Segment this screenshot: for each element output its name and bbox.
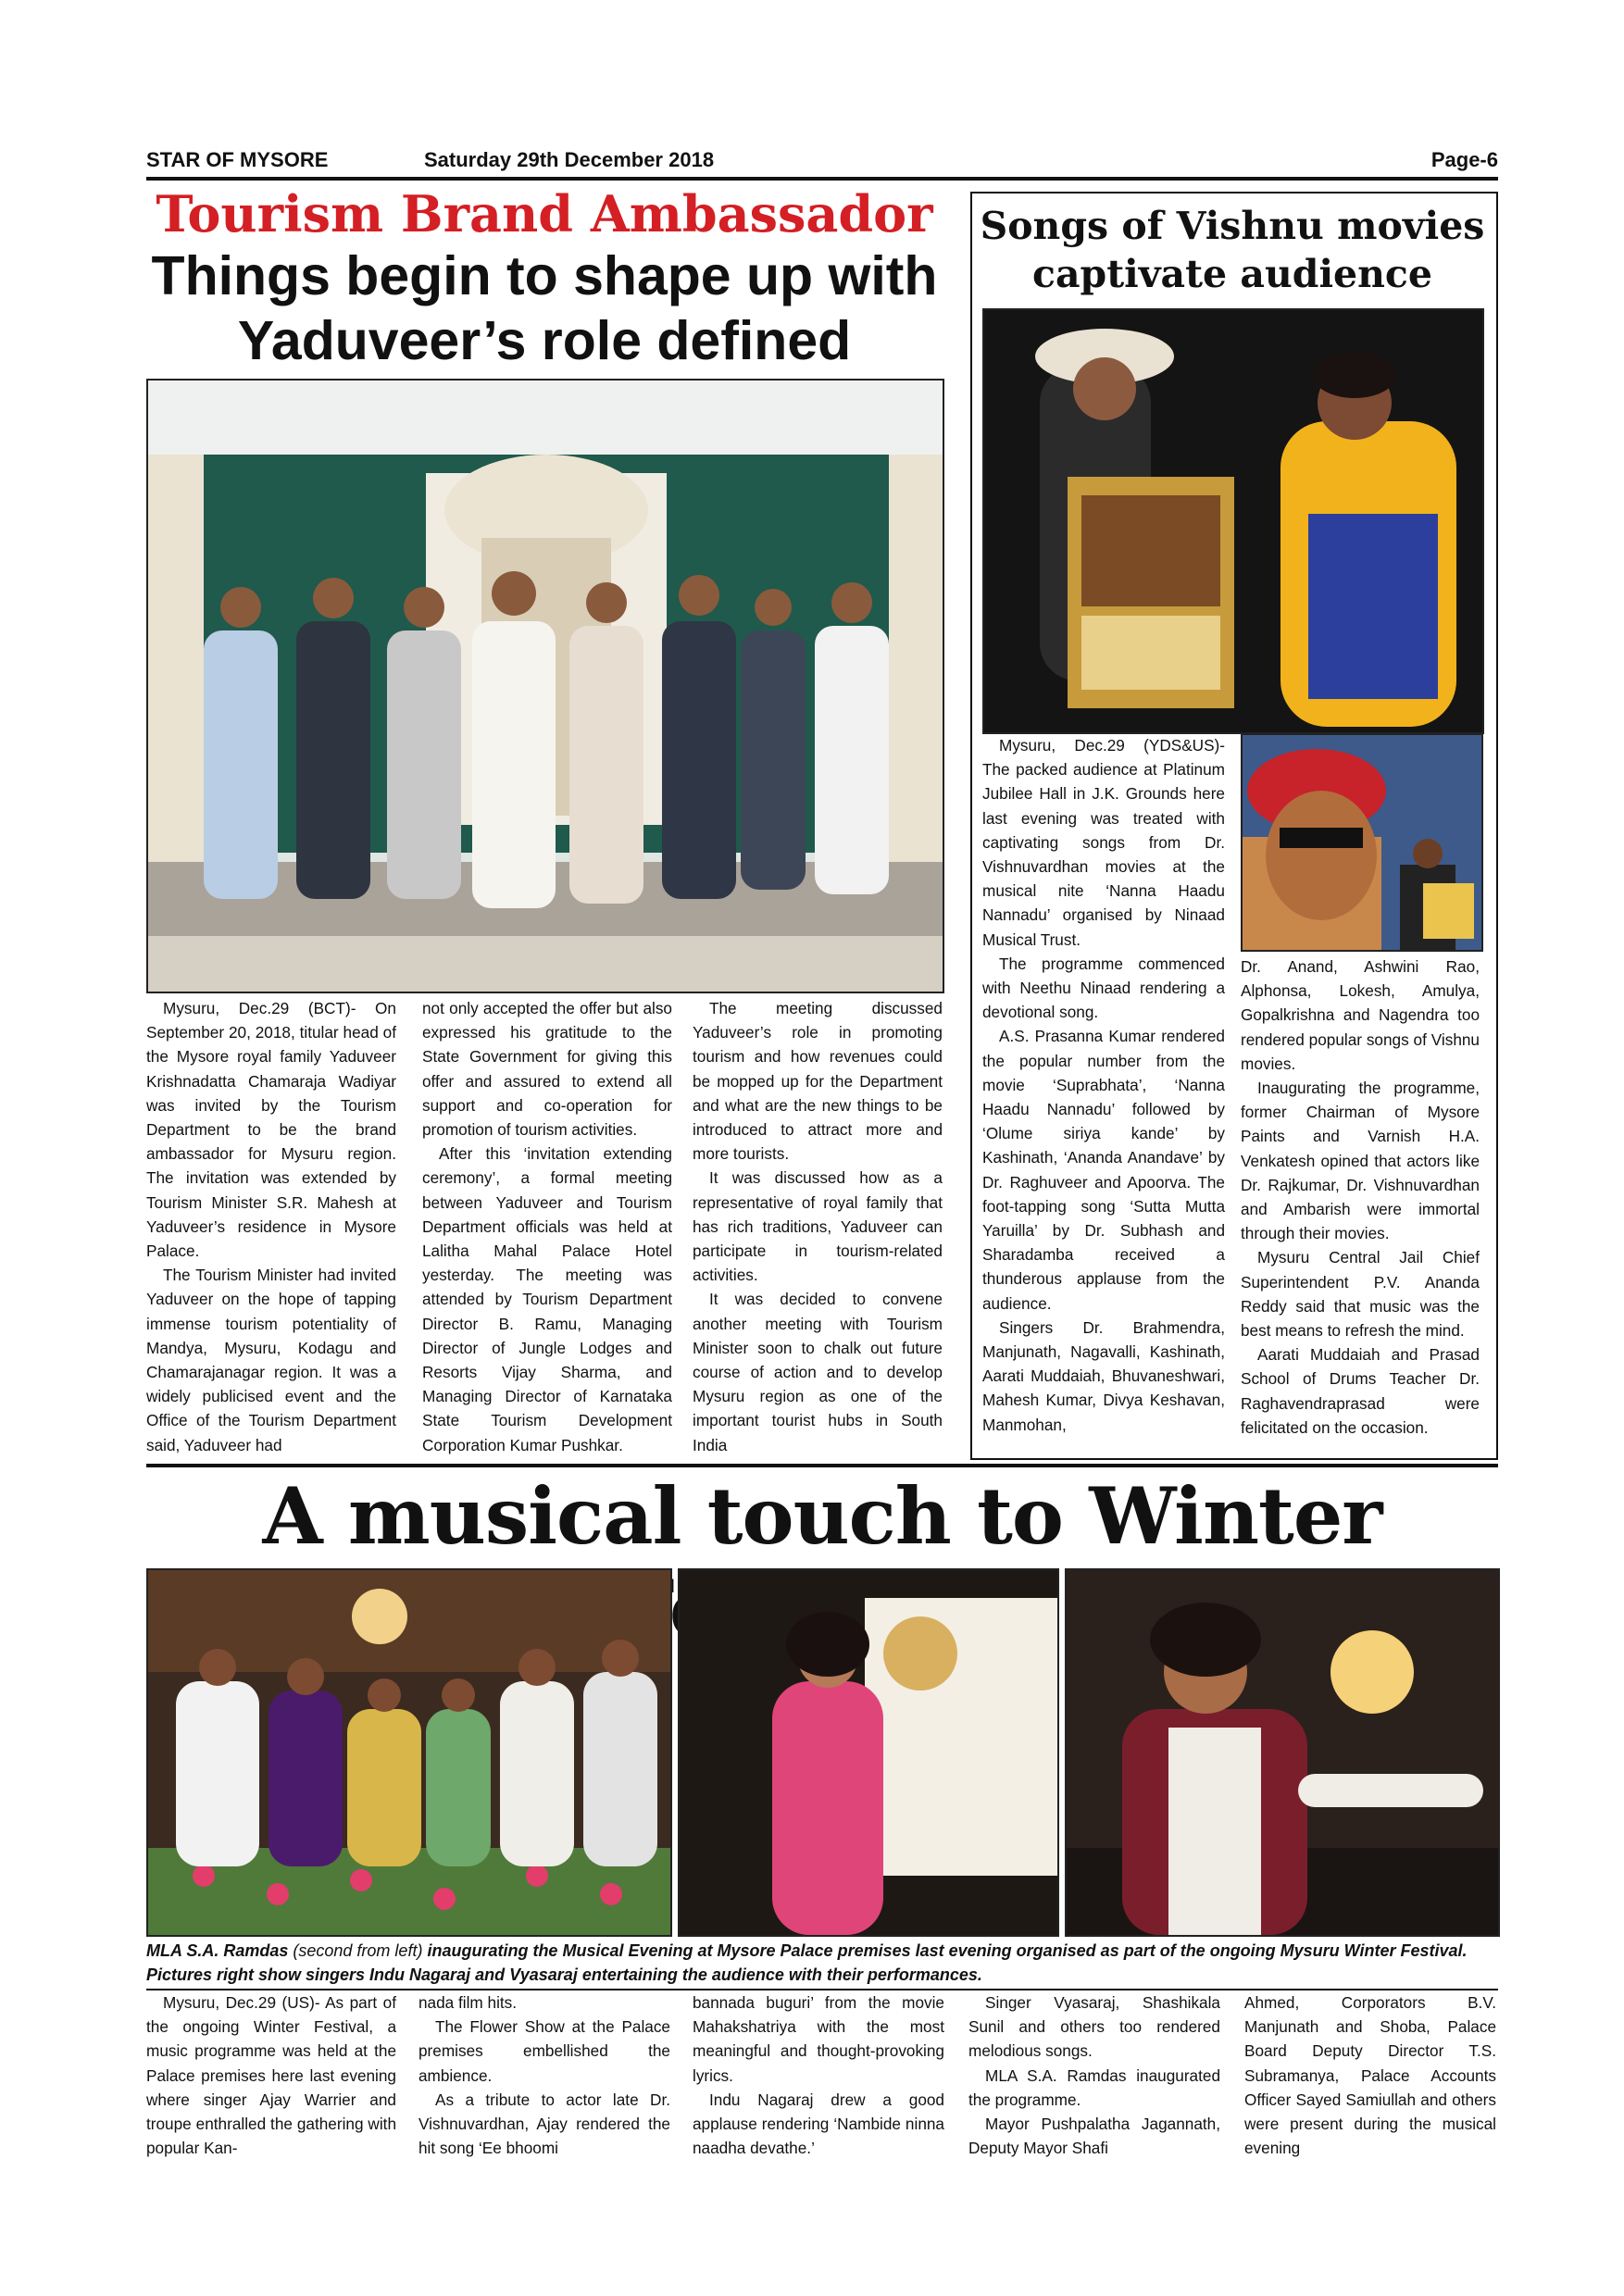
ramdas-inauguration-photo [146, 1568, 672, 1937]
vishnu-songs-stage-photo [982, 308, 1484, 734]
story3-caption [146, 1939, 1498, 1987]
paragraph: Indu Nagaraj drew a good applause rendering ‘Nambide ninna naadha devathe.’ [693, 2090, 944, 2158]
story1-headline-1: Things begin to shape up with [151, 245, 938, 306]
paragraph: Mysuru, Dec.29 (US)- As part of the ongoing Winter Festival, a music programme was held at the Palace premises here last evening where singer Ajay Warrier and troupe enthralled the gathering with popular Kan- [146, 1993, 396, 2158]
paragraph: Mysuru, Dec.29 (BCT)- On September 20, 2018, titular head of the Mysore royal family Yaduveer Krishnadatta Chamaraja Wadiyar was invited by the Tourism Department to be the brand ambassador for Mysuru region. The invitation was extended by Tourism Minister S.R. Mahesh at Yaduveer’s residence in Mysore Palace. [146, 999, 396, 1261]
caption-text: inaugurating the Musical Evening at Mysore Palace premises last evening organised as part of the ongoing Mysuru Winter Festival. Pictures right show singers Indu Nagaraj and Vyasaraj entertaining the audience with their performances. [146, 1941, 1468, 1984]
story2-headline-1: Songs of Vishnu movies [980, 204, 1485, 248]
issue-date: Saturday 29th December 2018 [424, 148, 715, 171]
paper-name: STAR OF MYSORE [146, 148, 329, 171]
paragraph: bannada buguri’ from the movie Mahakshatriya with the most meaningful and thought-provoking lyrics. [693, 1993, 944, 2085]
yaduveer-group-photo [146, 379, 944, 993]
paragraph: Mysuru Central Jail Chief Superintendent P.V. Ananda Reddy said that music was the best means to refresh the mind. [1241, 1248, 1480, 1341]
paragraph: Mayor Pushpalatha Jagannath, Deputy Mayor Shafi [968, 2115, 1220, 2158]
story1-kicker: Tourism Brand Ambassador [156, 184, 933, 243]
paragraph: not only accepted the offer but also expressed his gratitude to the State Government for giving this offer and assured to extend all support and co-operation for promotion of tourism activities. [422, 999, 672, 1140]
paragraph: The programme commenced with Neethu Ninaad rendering a devotional song. [982, 954, 1225, 1022]
paragraph: Inaugurating the programme, former Chairman of Mysore Paints and Varnish H.A. Venkatesh opined that actors like Dr. Rajkumar, Dr. Vishnuvardhan and Ambarish were immortal through their movies. [1241, 1079, 1480, 1243]
paragraph: Dr. Anand, Ashwini Rao, Alphonsa, Lokesh, Amulya, Gopalkrishna and Nagendra too rendered popular songs of Vishnu movies. [1241, 957, 1480, 1073]
story3-column-1 [146, 1990, 396, 2160]
paragraph: Aarati Muddaiah and Prasad School of Drums Teacher Dr. Raghavendraprasad were felicitated on the occasion. [1241, 1345, 1480, 1437]
story3-column-3 [693, 1990, 944, 2160]
paragraph: After this ‘invitation extending ceremony’, a formal meeting between Yaduveer and Tourism Department officials was held at Lalitha Mahal Palace Hotel yesterday. The meeting was attended by Tourism Department Director B. Ramu, Managing Director of Jungle Lodges and Resorts Vijay Sharma, and Managing Director of Karnataka State Tourism Development Corporation Kumar Pushkar. [422, 1144, 672, 1454]
story3-column-5 [1244, 1990, 1496, 2160]
indu-nagaraj-photo [678, 1568, 1059, 1937]
caption-aside: (second from left) [293, 1941, 423, 1960]
section-rule [146, 1464, 1498, 1467]
story2-headline-2: captivate audience [1032, 252, 1432, 296]
masthead-rule [146, 177, 1498, 181]
vyasaraj-photo [1065, 1568, 1500, 1937]
story1-headline-2: Yaduveer’s role defined [237, 310, 852, 371]
story3-column-4 [968, 1990, 1220, 2160]
paragraph: It was discussed how as a representative of royal family that has rich traditions, Yaduveer can participate in tourism-related activities. [693, 1168, 943, 1285]
paragraph: It was decided to convene another meeting with Tourism Minister soon to chalk out future course of action and to develop Mysuru region as one of the important tourist hubs in South India [693, 1290, 943, 1454]
story3-headline: A musical touch to Winter [262, 1470, 1382, 1562]
vishnuvardhan-tribute-photo [1241, 733, 1483, 952]
story2-column-2 [1241, 955, 1480, 1440]
paragraph: As a tribute to actor late Dr. Vishnuvardhan, Ajay rendered the hit song ‘Ee bhoomi [418, 2090, 670, 2158]
paragraph: nada film hits. [418, 1993, 518, 2012]
story2-column-1 [982, 733, 1225, 1437]
paragraph: The Tourism Minister had invited Yaduveer on the hope of tapping immense tourism potentiality of Mandya, Mysuru, Kodagu and Chamarajanagar region. It was a widely publicised event and the Office of the Tourism Department said, Yaduveer had [146, 1266, 396, 1454]
paragraph: The Flower Show at the Palace premises embellished the ambience. [418, 2017, 670, 2085]
caption-name: MLA S.A. Ramdas [146, 1941, 289, 1960]
story1-column-1 [146, 996, 396, 1457]
story1-column-2 [422, 996, 672, 1457]
story3-column-2 [418, 1990, 670, 2160]
paragraph: Singer Vyasaraj, Shashikala Sunil and others too rendered melodious songs. [968, 1993, 1220, 2061]
story1-column-3 [693, 996, 943, 1457]
paragraph: The meeting discussed Yaduveer’s role in promoting tourism and how revenues could be mopped up for the Department and what are the new things to be introduced to attract more and more tourists. [693, 999, 943, 1164]
paragraph: MLA S.A. Ramdas inaugurated the programme. [968, 2065, 1220, 2109]
paragraph: A.S. Prasanna Kumar rendered the popular number from the movie ‘Suprabhata’, ‘Nanna Haadu Nannadu’ followed by ‘Olume siriya kande’ by Kashinath, ‘Ananda Anandave’ by Dr. Raghuveer and Apoorva. The foot-tapping song ‘Sutta Mutta Yaruilla’ by Dr. Subhash and Sharadamba received a thunderous applause from the audience. [982, 1027, 1225, 1313]
paragraph: Ahmed, Corporators B.V. Manjunath and Shoba, Palace Board Deputy Director T.S. Subramanya, Palace Accounts Officer Sayed Samiullah and others were present during the musical evening [1244, 1993, 1496, 2158]
paragraph: Mysuru, Dec.29 (YDS&US)- The packed audience at Platinum Jubilee Hall in J.K. Grounds here last evening was treated with captivating songs from Dr. Vishnuvardhan movies at the musical nite ‘Nanna Haadu Nannadu’ organised by Ninaad Musical Trust. [982, 736, 1225, 949]
masthead [146, 146, 1498, 174]
paragraph: Singers Dr. Brahmendra, Manjunath, Nagavalli, Kashinath, Aarati Muddaiah, Bhuvaneshwari, Mahesh Kumar, Divya Keshavan, Manmohan, [982, 1317, 1225, 1434]
page-number: Page-6 [1430, 148, 1498, 171]
